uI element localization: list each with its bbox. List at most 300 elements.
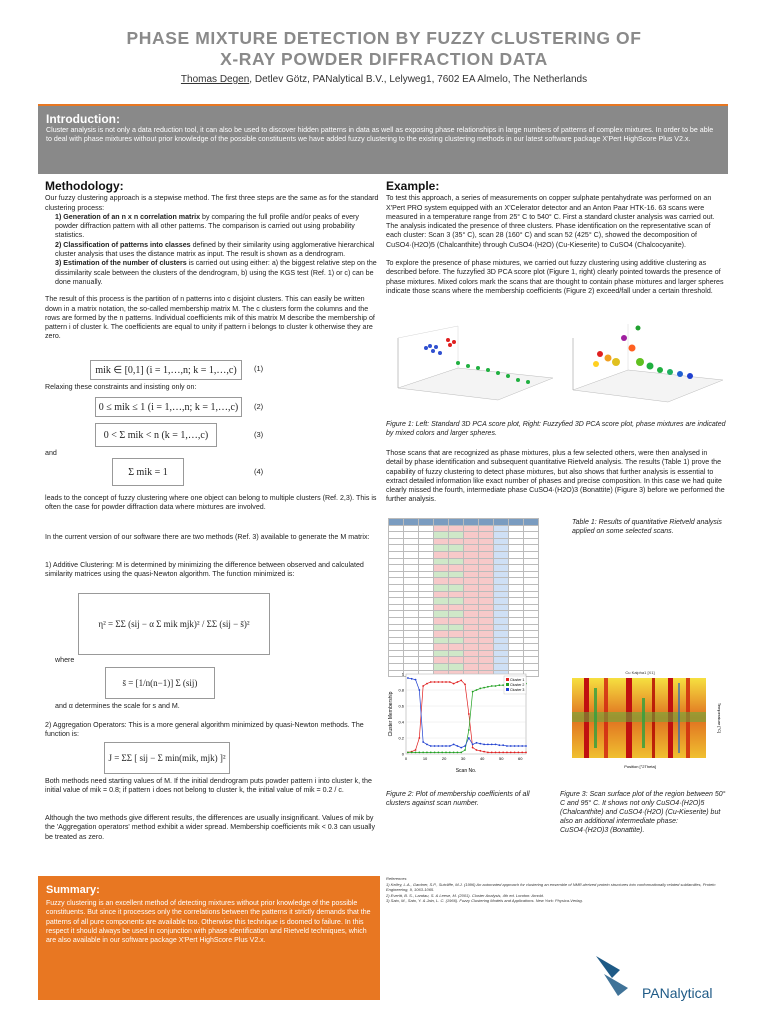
table-cell	[404, 650, 419, 657]
data-point	[487, 686, 489, 688]
table-cell	[419, 525, 434, 532]
y-tick-label: 1	[401, 671, 404, 677]
table-cell	[389, 617, 404, 624]
x-tick-label: 40	[479, 756, 485, 761]
methodology-where: where	[55, 656, 75, 664]
table-cell	[494, 578, 509, 585]
table-row	[389, 657, 539, 664]
table-cell	[479, 538, 494, 545]
data-point	[422, 752, 424, 754]
data-point	[422, 685, 424, 687]
introduction-text: Cluster analysis is not only a data reduction tool, it can also be used to discover hidden patterns in data as well as exposing phase relationships in large numbers of patterns of complex mixtures. In order to be able to deal with phase mixtures without prior knowledge of the possible constituents we have added fuzzy clustering to the existing clustering methods in our latest software package X'Pert HighScore Plus V2.x.	[46, 126, 714, 144]
intro-accent-bar	[38, 104, 728, 106]
table-cell	[464, 532, 479, 539]
table-cell	[509, 611, 524, 618]
table-cell	[464, 624, 479, 631]
table-cell	[434, 584, 449, 591]
table-cell	[479, 532, 494, 539]
table-cell	[524, 591, 539, 598]
data-point	[460, 747, 462, 749]
table-cell	[419, 519, 434, 526]
table-cell	[524, 565, 539, 572]
table-cell	[509, 538, 524, 545]
table-cell	[389, 571, 404, 578]
table-cell	[389, 525, 404, 532]
table-cell	[509, 519, 524, 526]
data-point	[521, 745, 523, 747]
table-cell	[524, 624, 539, 631]
table-cell	[494, 617, 509, 624]
data-point	[525, 752, 527, 754]
table-cell	[419, 591, 434, 598]
data-point	[517, 752, 519, 754]
table-cell	[509, 532, 524, 539]
table-cell	[464, 611, 479, 618]
data-point	[437, 681, 439, 683]
table-cell	[449, 532, 464, 539]
methodology-step-3	[45, 259, 379, 287]
data-point	[517, 745, 519, 747]
table-cell	[494, 644, 509, 651]
data-point	[525, 745, 527, 747]
table-cell	[449, 598, 464, 605]
equation-4: Σ mik = 1	[112, 458, 184, 486]
data-point	[487, 752, 489, 754]
table-row	[389, 571, 539, 578]
table-cell	[479, 657, 494, 664]
title-line-2: X-RAY POWDER DIFFRACTION DATA	[220, 49, 548, 69]
data-point	[514, 752, 516, 754]
table-cell	[419, 657, 434, 664]
table-cell	[404, 532, 419, 539]
methodology-step-1	[45, 213, 379, 241]
table-cell	[404, 598, 419, 605]
table-row	[389, 624, 539, 631]
table-cell	[434, 604, 449, 611]
table-cell	[479, 637, 494, 644]
table-cell	[494, 525, 509, 532]
example-p3: Those scans that are recognized as phase mixtures, plus a few selected others, were then analysed in detail by phase identification and subsequent quantitative Rietveld analysis. The results (Table 1) prove the capability of fuzzy clustering to detect phase mixtures, but also shows that further analysis is essential to extract detailed information like exact number of phases and precise composition. In this case we had quite clearly missed the fourth, intermediate phase CuSO4·(H2O)3 (Bonattite) (Figure 3) before we performed the further analysis.	[386, 449, 725, 504]
table-row	[389, 551, 539, 558]
table-1-caption: Table 1: Results of quantitative Rietveld analysis applied on some selected scans.	[572, 519, 722, 535]
table-cell	[389, 519, 404, 526]
table-cell	[494, 604, 509, 611]
table-cell	[404, 604, 419, 611]
data-point	[434, 681, 436, 683]
table-cell	[464, 571, 479, 578]
table-cell	[404, 657, 419, 664]
table-cell	[494, 565, 509, 572]
table-cell	[464, 558, 479, 565]
table-cell	[464, 519, 479, 526]
table-cell	[449, 578, 464, 585]
table-cell	[464, 657, 479, 664]
table-cell	[404, 591, 419, 598]
table-row	[389, 532, 539, 539]
table-cell	[404, 617, 419, 624]
table-cell	[479, 519, 494, 526]
table-row	[389, 584, 539, 591]
table-cell	[449, 644, 464, 651]
table-cell	[509, 565, 524, 572]
table-cell	[464, 617, 479, 624]
summary-text: Fuzzy clustering is an excellent method of detecting mixtures without prior knowledge of the possible constituents. But since it processes only the correlations between the patterns it strictly demands that the patterns of all pure components are available too. Otherwise this technique is doomed to failure. In this respect it should always be used in conjunction with phase identification and Rietveld techniques, which are also available in our software package X'Pert HighScore Plus V2.x.	[46, 900, 371, 945]
table-cell	[389, 584, 404, 591]
methodology-p3: Relaxing these constraints and insisting only on:	[45, 383, 197, 391]
data-point	[445, 752, 447, 754]
data-point	[430, 752, 432, 754]
table-cell	[434, 624, 449, 631]
table-cell	[494, 532, 509, 539]
figure-3-x-label: Position [°2Theta]	[624, 764, 656, 769]
figure-2-membership-chart	[386, 668, 546, 778]
methodology-section	[45, 179, 379, 342]
table-cell	[419, 598, 434, 605]
figure-2-x-label: Scan No.	[455, 768, 477, 774]
data-point	[495, 752, 497, 754]
data-point	[498, 744, 500, 746]
table-cell	[494, 650, 509, 657]
x-tick-label: 10	[422, 756, 428, 761]
equation-7: J = ΣΣ [ sij − Σ min(mik, mjk) ]²	[104, 742, 230, 774]
x-tick-label: 30	[460, 756, 466, 761]
table-cell	[494, 598, 509, 605]
data-point	[479, 688, 481, 690]
data-point	[422, 741, 424, 743]
table-cell	[389, 551, 404, 558]
table-cell	[509, 631, 524, 638]
table-cell	[524, 558, 539, 565]
table-cell	[404, 578, 419, 585]
table-cell	[404, 637, 419, 644]
table-row	[389, 525, 539, 532]
poster-title	[0, 28, 768, 70]
equation-6: s̄ = [1/n(n−1)] Σ (sij)	[105, 667, 215, 699]
data-point	[449, 745, 451, 747]
data-point	[457, 745, 459, 747]
table-cell	[404, 558, 419, 565]
table-cell	[404, 644, 419, 651]
table-cell	[389, 532, 404, 539]
table-cell	[449, 571, 464, 578]
table-cell	[524, 551, 539, 558]
table-row	[389, 545, 539, 552]
data-point	[495, 744, 497, 746]
data-point	[464, 745, 466, 747]
reference-3: 3) Sato, M., Sato, Y. & Jain, L. C. (1966). Fuzzy Clustering Models and Applications. New York: Physica-Verlag.	[386, 898, 583, 903]
step-3-title: 3) Estimation of the number of clusters	[55, 259, 187, 268]
table-cell	[509, 657, 524, 664]
table-cell	[494, 637, 509, 644]
data-point	[457, 752, 459, 754]
table-cell	[494, 631, 509, 638]
data-point	[434, 752, 436, 754]
step-1-title: 1) Generation of an n x n correlation matrix	[55, 212, 201, 221]
data-point	[502, 744, 504, 746]
table-cell	[389, 624, 404, 631]
table-row	[389, 519, 539, 526]
equation-5: η² = ΣΣ (sij − α Σ mik mjk)² / ΣΣ (sij − s̄)²	[78, 593, 270, 655]
data-point	[430, 681, 432, 683]
table-cell	[449, 591, 464, 598]
table-cell	[524, 604, 539, 611]
results-table	[388, 518, 539, 677]
data-point	[498, 684, 500, 686]
table-cell	[524, 519, 539, 526]
y-tick-label: 0.2	[398, 735, 404, 741]
table-cell	[449, 551, 464, 558]
data-point	[418, 737, 420, 739]
table-cell	[449, 624, 464, 631]
data-point	[445, 745, 447, 747]
data-point	[441, 681, 443, 683]
methodology-p10: Although the two methods give different results, the differences are usually insignificant. Values of mik by the 'Aggregation operators' method exhibit a wider spread. Membership coefficients mik < 0.3 can usually be treated as zero.	[45, 814, 376, 841]
methodology-p4: leads to the concept of fuzzy clustering where one object can belong to multiple clusters (Ref. 2,3). This is often the case for powder diffraction data where mixtures are involved.	[45, 494, 377, 512]
table-row	[389, 631, 539, 638]
table-cell	[464, 565, 479, 572]
table-row	[389, 591, 539, 598]
table-cell	[509, 598, 524, 605]
table-cell	[524, 617, 539, 624]
references-heading: References	[386, 876, 407, 881]
table-cell	[509, 551, 524, 558]
author-affiliation: , Detlev Götz, PANalytical B.V., Lelyweg1, 7602 EA Almelo, The Netherlands	[249, 74, 588, 85]
introduction-box	[38, 104, 728, 174]
table-cell	[419, 631, 434, 638]
table-cell	[479, 565, 494, 572]
data-point	[411, 678, 413, 680]
table-cell	[449, 657, 464, 664]
table-cell	[464, 604, 479, 611]
y-tick-label: 0.4	[398, 719, 404, 725]
data-point	[472, 744, 474, 746]
table-cell	[389, 545, 404, 552]
methodology-p1: Our fuzzy clustering approach is a stepwise method. The first three steps are the same as for the standard clustering process:	[45, 194, 379, 212]
x-tick-label: 0	[404, 756, 408, 761]
data-point	[453, 744, 455, 746]
table-row	[389, 611, 539, 618]
data-point	[472, 747, 474, 749]
table-cell	[509, 591, 524, 598]
table-cell	[494, 545, 509, 552]
table-cell	[464, 631, 479, 638]
authors	[0, 74, 768, 85]
table-cell	[509, 525, 524, 532]
table-cell	[434, 591, 449, 598]
data-point	[426, 744, 428, 746]
title-line-1: PHASE MIXTURE DETECTION BY FUZZY CLUSTERING OF	[126, 28, 642, 48]
data-point	[418, 689, 420, 691]
data-point	[426, 683, 428, 685]
table-cell	[419, 578, 434, 585]
table-cell	[404, 571, 419, 578]
data-point	[445, 681, 447, 683]
table-cell	[434, 650, 449, 657]
table-cell	[464, 578, 479, 585]
table-cell	[524, 532, 539, 539]
table-cell	[449, 604, 464, 611]
table-row	[389, 565, 539, 572]
table-row	[389, 617, 539, 624]
step-2-text: defined by their similarity using agglomerative hierarchical cluster analysis that uses the distance matrix as input. The result is shown as a dendrogram.	[55, 240, 375, 259]
step-2-title: 2) Classification of patterns into classes	[55, 240, 191, 249]
data-point	[441, 745, 443, 747]
table-cell	[524, 525, 539, 532]
table-cell	[479, 644, 494, 651]
table-cell	[464, 584, 479, 591]
table-cell	[434, 611, 449, 618]
table-cell	[524, 650, 539, 657]
y-tick-label: 0	[401, 751, 404, 757]
table-cell	[404, 624, 419, 631]
data-point	[521, 752, 523, 754]
methodology-heading: Methodology:	[45, 179, 124, 193]
introduction-heading: Introduction:	[46, 112, 120, 126]
table-cell	[404, 519, 419, 526]
data-point	[491, 744, 493, 746]
data-point	[437, 752, 439, 754]
table-cell	[434, 657, 449, 664]
table-cell	[524, 538, 539, 545]
table-cell	[479, 591, 494, 598]
summary-heading: Summary:	[46, 884, 100, 896]
figure-3-y-label: Temperature [°C]	[717, 702, 722, 734]
table-cell	[419, 644, 434, 651]
x-tick-label: 20	[441, 756, 447, 761]
data-point	[468, 737, 470, 739]
table-cell	[464, 551, 479, 558]
legend-cluster-2: Cluster 2	[510, 683, 525, 687]
methodology-and: and	[45, 449, 57, 457]
data-point	[460, 680, 462, 682]
data-point	[506, 745, 508, 747]
x-tick-label: 50	[499, 756, 504, 761]
data-point	[491, 752, 493, 754]
example-p1: To test this approach, a series of measurements on copper sulphate pentahydrate was performed on an X'Pert PRO system equipped with an X'Celerator detector and an Anton Paar HTK-16. 63 scans were measured in a temperature range from 25° C to 540° C. First a standard cluster analysis was carried out. The analysis indicated the presence of three clusters. Phase identification on the representative scan of each cluster: Scan 3 (35° C), scan 28 (160° C) and scan 52 (425° C), showed the decomposition of CuSO4·(H2O)5 (Chalcanthite) through CuSO4·(H2O) (Cu-Kieserite) to CuSO4 (Chalcocyanite).	[386, 194, 715, 249]
table-cell	[419, 650, 434, 657]
table-cell	[479, 631, 494, 638]
figure-2-y-label: Cluster Membership	[388, 691, 394, 737]
table-cell	[509, 637, 524, 644]
methodology-p2: The result of this process is the partition of n patterns into c disjoint clusters. This can easily be written down in a matrix notation, the so-called membership matrix M. The c clusters form the columns and the rows are formed by the n patterns. Individual coefficients mik of this matrix M describe the membership of pattern i of cluster k. The coefficients are equal to unity if pattern i belongs to cluster k otherwise they are zero.	[45, 295, 375, 341]
table-cell	[434, 532, 449, 539]
table-cell	[494, 591, 509, 598]
table-cell	[524, 631, 539, 638]
table-cell	[479, 617, 494, 624]
table-cell	[404, 611, 419, 618]
table-cell	[479, 558, 494, 565]
summary-box	[38, 876, 380, 1000]
table-cell	[464, 644, 479, 651]
table-cell	[434, 558, 449, 565]
table-row	[389, 578, 539, 585]
table-cell	[524, 637, 539, 644]
data-point	[430, 745, 432, 747]
table-cell	[509, 578, 524, 585]
equation-3: 0 < Σ mik < n (k = 1,…,c)	[95, 423, 217, 447]
table-cell	[419, 584, 434, 591]
data-point	[453, 752, 455, 754]
table-cell	[464, 637, 479, 644]
data-point	[407, 752, 409, 754]
table-cell	[404, 584, 419, 591]
y-tick-label: 0.8	[398, 687, 404, 693]
table-cell	[449, 525, 464, 532]
table-cell	[479, 545, 494, 552]
table-cell	[434, 538, 449, 545]
table-cell	[479, 650, 494, 657]
table-row	[389, 637, 539, 644]
table-cell	[434, 551, 449, 558]
table-row	[389, 644, 539, 651]
table-cell	[419, 532, 434, 539]
table-cell	[389, 558, 404, 565]
table-cell	[419, 558, 434, 565]
data-point	[426, 752, 428, 754]
example-p2: To explore the presence of phase mixtures, we carried out fuzzy clustering using additive clustering as described before. The fuzzyfied 3D PCA score plot (Figure 1, right) clearly pointed towards the presence of phase mixtures. Mixed colors mark the scans that are thought to contain phase mixtures and larger spheres indicate those scans where the membership coefficients (Figure 2) exceed/fall under a certain threshold.	[386, 259, 724, 295]
table-cell	[509, 545, 524, 552]
table-cell	[404, 545, 419, 552]
table-cell	[449, 637, 464, 644]
table-cell	[434, 525, 449, 532]
table-cell	[434, 565, 449, 572]
table-cell	[419, 565, 434, 572]
data-point	[498, 752, 500, 754]
table-cell	[479, 624, 494, 631]
legend-cluster-3: Cluster 3	[510, 688, 525, 692]
data-point	[411, 752, 413, 754]
table-cell	[509, 584, 524, 591]
table-cell	[389, 657, 404, 664]
table-cell	[434, 571, 449, 578]
author-main: Thomas Degen	[180, 74, 250, 85]
table-cell	[524, 598, 539, 605]
data-point	[449, 681, 451, 683]
table-row	[389, 650, 539, 657]
table-cell	[509, 624, 524, 631]
table-cell	[509, 617, 524, 624]
table-cell	[449, 650, 464, 657]
equation-4-number: (4)	[254, 467, 264, 476]
data-point	[449, 752, 451, 754]
data-point	[415, 679, 417, 681]
data-point	[483, 687, 485, 689]
table-cell	[494, 611, 509, 618]
table-row	[389, 598, 539, 605]
legend-cluster-1: Cluster 1	[510, 678, 525, 682]
table-cell	[479, 571, 494, 578]
references	[386, 876, 726, 904]
table-cell	[494, 519, 509, 526]
data-point	[476, 689, 478, 691]
data-point	[502, 684, 504, 686]
table-cell	[449, 611, 464, 618]
table-cell	[434, 519, 449, 526]
figure-2-caption: Figure 2: Plot of membership coefficients of all clusters against scan number.	[386, 791, 530, 807]
table-cell	[434, 644, 449, 651]
data-point	[441, 752, 443, 754]
methodology-p6: 1) Additive Clustering: M is determined by minimizing the difference between observed and calculated similarity matrices using the quasi-Newton algorithm. The function minimized is:	[45, 561, 364, 579]
table-cell	[449, 558, 464, 565]
table-cell	[434, 631, 449, 638]
data-point	[415, 749, 417, 751]
table-cell	[494, 538, 509, 545]
data-point	[472, 691, 474, 693]
table-cell	[464, 525, 479, 532]
pca-plot-right	[573, 324, 723, 402]
table-cell	[449, 631, 464, 638]
table-cell	[389, 591, 404, 598]
